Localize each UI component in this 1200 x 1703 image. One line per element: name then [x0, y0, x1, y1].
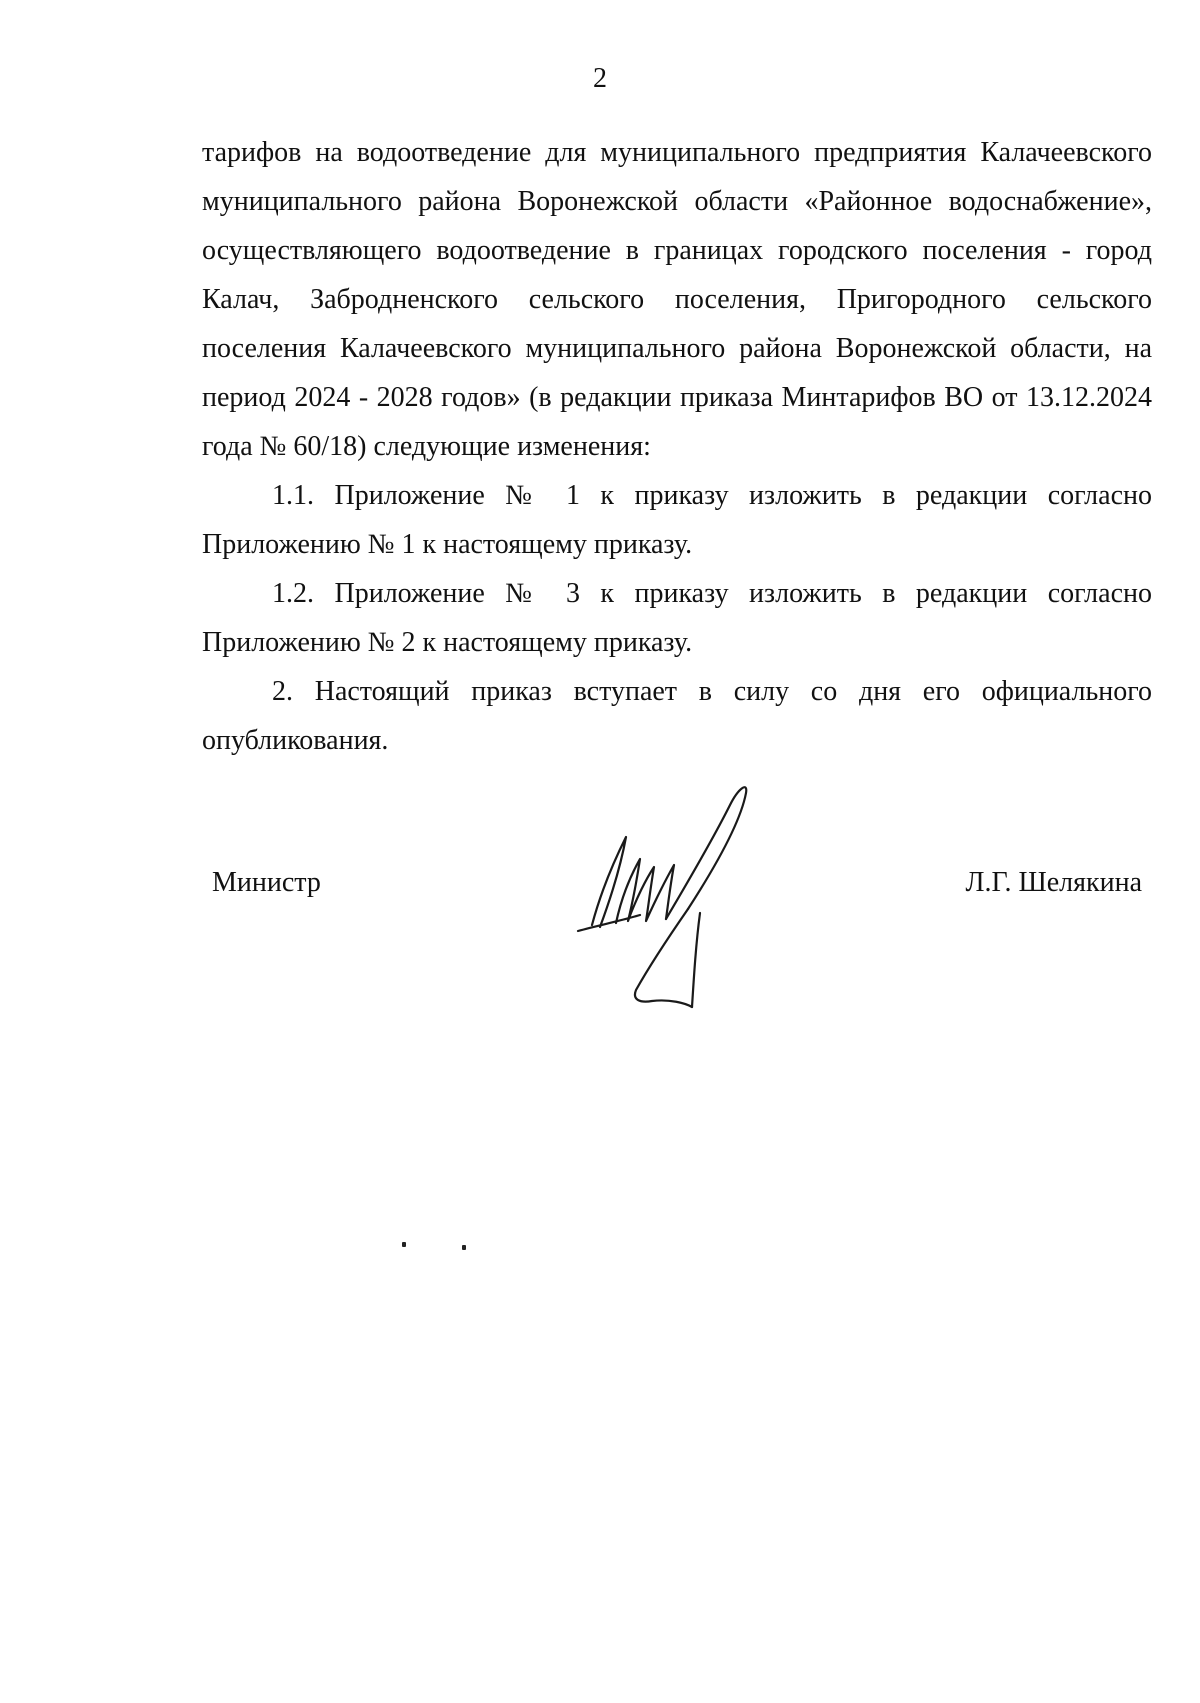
document-body — [202, 128, 1152, 765]
paragraph-continuation: тарифов на водоотведение для муниципального предприятия Калачеевского муниципального района Воронежской области «Районное водоснабжение», осуществляющего водоотведение в границах городского поселения - город Калач, Забродненского сельского поселения, Пригородного сельского поселения Калачеевского муниципального района Воронежской области, на период 2024 - 2028 годов» (в редакции приказа Минтарифов ВО от 13.12.2024 года № 60/18) следующие изменения: — [202, 137, 1152, 462]
handwritten-signature — [570, 775, 760, 1010]
paragraph-item-1-1: 1.1. Приложение № 1 к приказу изложить в редакции согласно Приложению № 1 к настоящему приказу. — [202, 480, 1152, 560]
scan-mark — [462, 1245, 466, 1250]
paragraph-item-1-2: 1.2. Приложение № 3 к приказу изложить в редакции согласно Приложению № 2 к настоящему приказу. — [202, 578, 1152, 658]
scan-mark — [402, 1242, 406, 1247]
signatory-name: Л.Г. Шелякина — [965, 867, 1142, 898]
paragraph-item-2: 2. Настоящий приказ вступает в силу со дня его официального опубликования. — [202, 676, 1152, 756]
signatory-position: Министр — [212, 867, 321, 898]
page-number: 2 — [593, 63, 607, 94]
